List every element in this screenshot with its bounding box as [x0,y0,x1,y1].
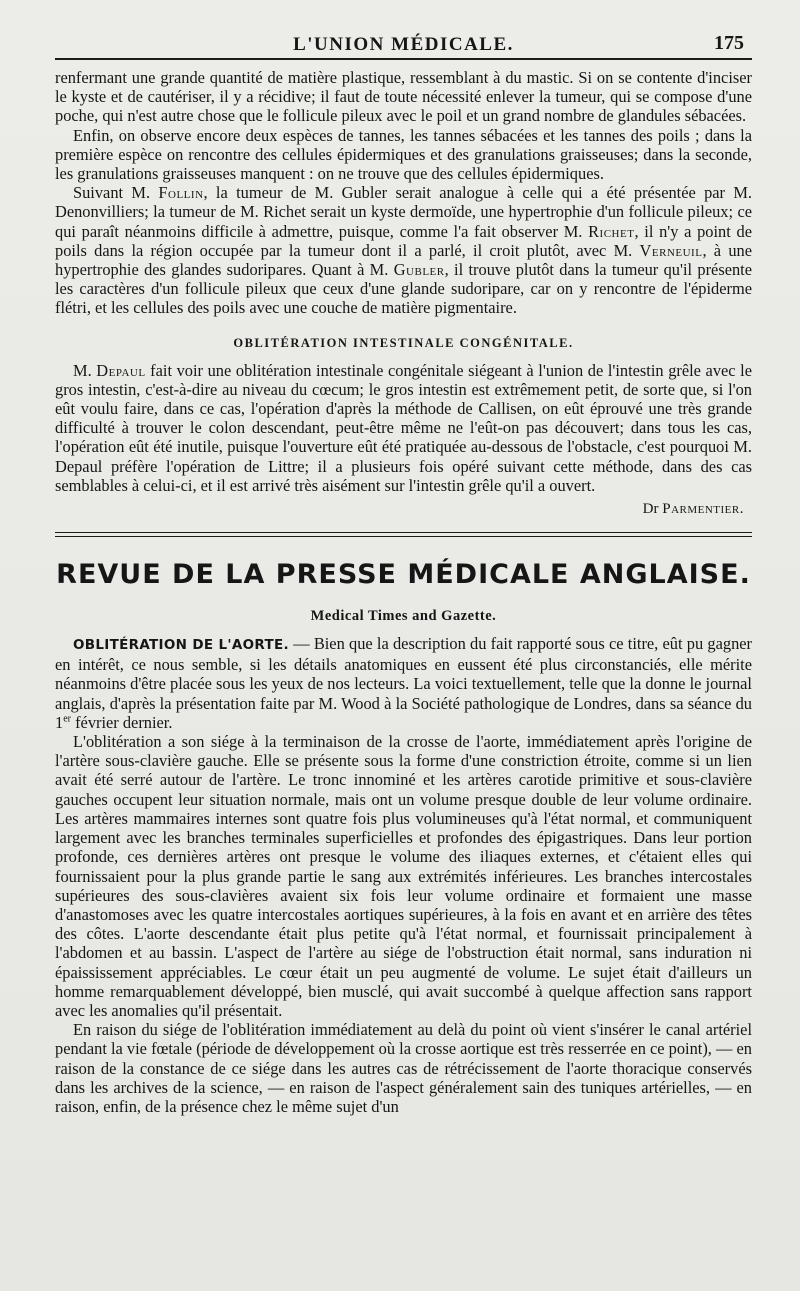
paragraph-aorte-intro [55,634,752,732]
text-run: février dernier. [70,712,173,732]
name-verneuil: Verneuil [639,240,703,260]
header-rule [55,58,752,60]
running-title: L'UNION MÉDICALE. [293,34,514,55]
superscript: er [63,713,71,725]
review-title: REVUE DE LA PRESSE MÉDICALE ANGLAISE. [56,559,751,591]
text-run: , à une hypertrophie des glandes sudoripares. Quant à M. [55,240,753,280]
article-lead: OBLITÉRATION DE L'AORTE. [73,637,289,654]
page-number: 175 [714,32,744,54]
journal-name: Medical Times and Gazette. [310,608,497,625]
text-run: , il n'y a point de poils dans la région occupée par la tumeur dont il a parlé, il croit plutôt, avec M. [55,221,752,260]
text-run: M. [73,360,97,380]
paragraph-mastic: renfermant une grande quantité de matière plastique, ressemblant à du mastic. Si on se contente d'inciser le kyste et de cautériser, il y a récidive; il faut de toute nécessité enlever la tumeur, qui se compose d'une poche, qui n'est autre chose que le follicule pileux avec le poil et un grand nombre de glandules sébacées. [55,68,752,126]
paragraph-aorte-description: L'oblitération a son siége à la terminaison de la crosse de l'aorte, immédiatement après l'origine de l'artère sous-clavière gauche. Elle se présente sous la forme d'une constriction étroite, comme si un lien avait été serré autour de l'artère. Le tronc innominé et les artères carotide primitive et sous-clavière gauches occupent leur situation normale, mais ont un volume presque double de leur volume ordinaire. Les artères mammaires internes sont quatre fois plus volumineuses qu'à l'état normal, et communiquent largement avec les branches terminales superficielles et profondes des épigastriques. Dans leur portion profonde, ces dernières artères ont presque le volume des iliaques externes, et c'étaient elles qui fournissaient pour la plus grande partie le sang aux extrémités inférieures. Les branches intercostales supérieures des sous-clavières avaient six fois leur volume ordinaire et formaient une masse d'anastomoses avec les quatre intercostales aortiques supérieures, à la fois en avant et en arrière des têtes des côtes. L'aorte descendante était plus petite qu'à l'état normal, et fournissait principalement à l'abdomen et au bassin. L'aspect de l'artère au siége de l'obstruction était normal, sans induration ni épaississement appréciables. Le cœur était un peu augmenté de volume. Le sujet était d'ailleurs un homme remarquablement développé, bien musclé, qui avait succombé à quelque affection sans rapport avec les anomalies qu'il présentait. [55,732,752,1020]
paragraph-aorte-raison: En raison du siége de l'oblitération immédiatement au delà du point où vient s'insérer le canal artériel pendant la vie fœtale (période de développement où la crosse aortique est très resserrée en ce point), — en raison de la constance de ce siége dans les autres cas de rétrécissement de l'aorte thoracique conservés dans les archives de la science, — en raison de l'aspect généralement sain des tuniques artérielles, — en raison, enfin, de la présence chez le même sujet d'un [55,1020,752,1116]
section-divider [55,532,752,537]
section-title: OBLITÉRATION INTESTINALE CONGÉNITALE. [233,335,574,350]
paragraph-depaul [55,361,752,495]
name-follin: Follin [158,183,204,203]
name-richet: Richet [588,221,635,241]
text-run: fait voir une oblitération intestinale congénitale siégeant à l'union de l'intestin grêle avec le gros intestin, c'est-à-dire au niveau du cœcum; le gros intestin est extrêmement petit, de sorte que, si l'on eût voulu faire, dans ce cas, l'opération d'après la méthode de Callisen, on eût éprouvé une très grande difficulté à trouver le colon descendant, peut-être même ne l'eût-on pas découvert; dans tous les cas, l'opération eût été inutile, puisque l'ouverture eût été pratiquée au-dessous de l'obstacle, c'est pourquoi M. Depaul préfère l'opération de Littre; il a plusieurs fois opéré suivant cette méthode, dans des cas semblables à celui-ci, et il est arrivé très aisément sur l'intestin grêle qu'il a ouvert. [55,360,752,495]
signature-name: Parmentier. [662,501,744,518]
signature-prefix: Dr [642,501,659,518]
text-run: — Bien que la description du fait rapporté sous ce titre, eût pu gagner en intérêt, ce nous semble, si les détails anatomiques en eussent été plus circonstanciés, elle mérite néanmoins d'être placée sous les yeux de nos lecteurs. La voici textuellement, telle que la donne le journal anglais, d'après la présentation faite par M. Wood à la Société pathologique de Londres, dans sa séance du 1 [55,634,752,732]
name-depaul: Depaul [96,360,146,380]
paragraph-tannes: Enfin, on observe encore deux espèces de tannes, les tannes sébacées et les tannes des poils ; dans la première espèce on rencontre des cellules épidermiques et des granulations graisseuses; dans la seconde, les granulations graisseuses manquent : on ne trouve que des cellules épidermiques. [55,125,752,184]
text-run: Suivant M. [73,183,159,203]
running-head [55,0,752,58]
text-run: , il trouve plutôt dans la tumeur qu'il présente les caractères d'un follicule pileux que ceux d'une glande sudoripare, car on y rencontre de l'épiderme flétri, et les cellules des poils avec une couche de matière pigmentaire. [55,260,752,318]
paragraph-follin [55,183,752,317]
signature [55,501,744,518]
text-run: , la tumeur de M. Gubler serait analogue à celle qui a été présentée par M. Denonvilliers; la tumeur de M. Richet serait un kyste dermoïde, une hypertrophie d'un follicule pileux; ce qui paraît néanmoins difficile à admettre, puisque, comme l'a fait observer M. [55,183,753,241]
name-gubler: Gubler [393,260,445,280]
